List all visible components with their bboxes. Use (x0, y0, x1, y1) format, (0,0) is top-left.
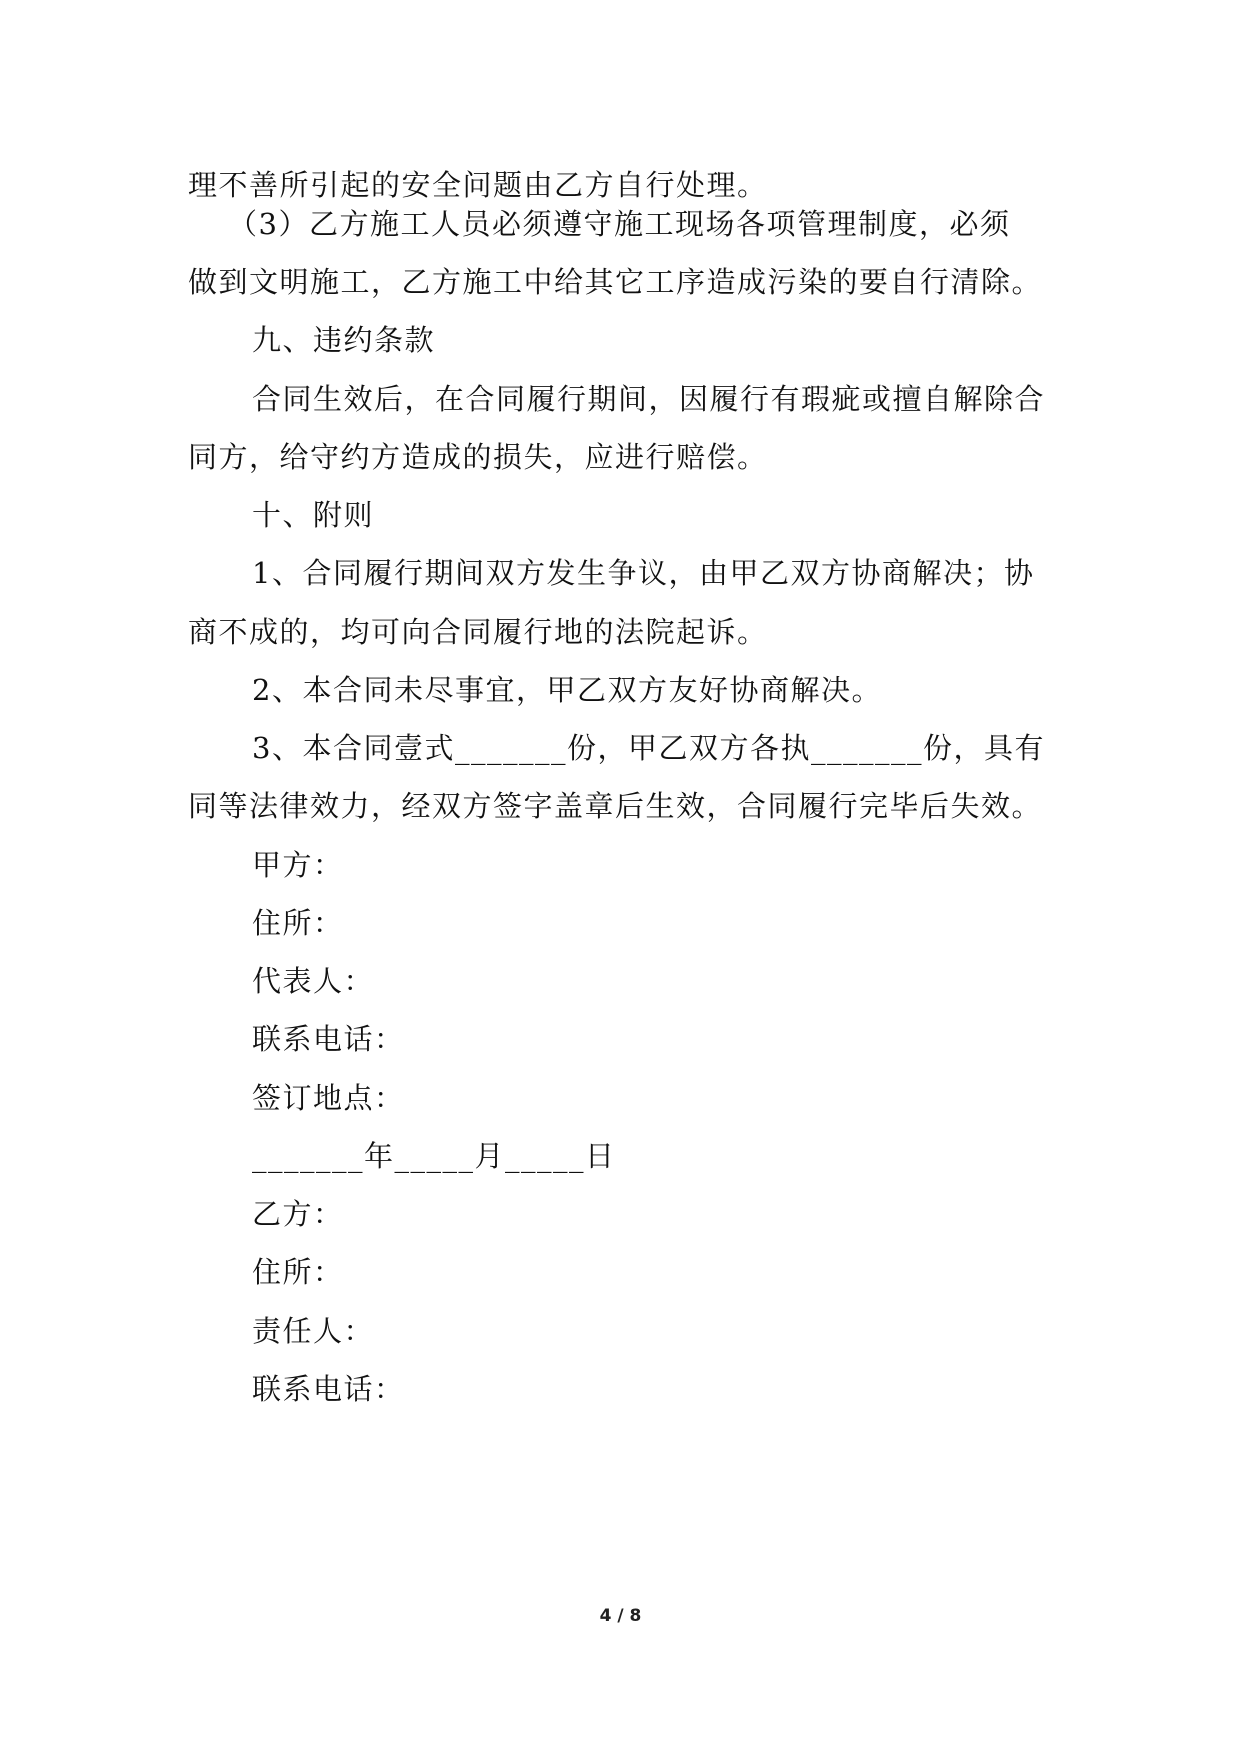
paragraph-line: 理不善所引起的安全问题由乙方自行处理。 (188, 168, 768, 202)
paragraph-line: 商不成的，均可向合同履行地的法院起诉。 (188, 615, 768, 649)
responsible-person-label: 责任人： (252, 1314, 375, 1348)
representative-label: 代表人： (252, 964, 375, 998)
party-b-label: 乙方： (252, 1197, 344, 1231)
paragraph-line: 3、本合同壹式_______份，甲乙双方各执_______份，具有 (252, 731, 1045, 765)
section-heading: 九、违约条款 (252, 323, 436, 357)
paragraph-line: 同方，给守约方造成的损失，应进行赔偿。 (188, 440, 768, 474)
date-line: _______年_____月_____日 (252, 1139, 616, 1173)
page-number: 4 / 8 (599, 1606, 642, 1626)
paragraph-line: 同等法律效力，经双方签字盖章后生效，合同履行完毕后失效。 (188, 789, 1043, 823)
party-a-label: 甲方： (252, 848, 344, 882)
paragraph-line: 2、本合同未尽事宜，甲乙双方友好协商解决。 (252, 673, 882, 707)
address-label: 住所： (252, 906, 344, 940)
phone-label: 联系电话： (252, 1022, 405, 1056)
section-heading: 十、附则 (252, 498, 375, 532)
paragraph-line: 合同生效后，在合同履行期间，因履行有瑕疵或擅自解除合 (252, 382, 1046, 416)
paragraph-line: 做到文明施工，乙方施工中给其它工序造成污染的要自行清除。 (188, 265, 1043, 299)
paragraph-line: 1、合同履行期间双方发生争议，由甲乙双方协商解决；协 (252, 556, 1035, 590)
address-label: 住所： (252, 1255, 344, 1289)
paragraph-line: （3）乙方施工人员必须遵守施工现场各项管理制度，必须 (228, 207, 1011, 241)
phone-label: 联系电话： (252, 1372, 405, 1406)
signing-place-label: 签订地点： (252, 1081, 405, 1115)
